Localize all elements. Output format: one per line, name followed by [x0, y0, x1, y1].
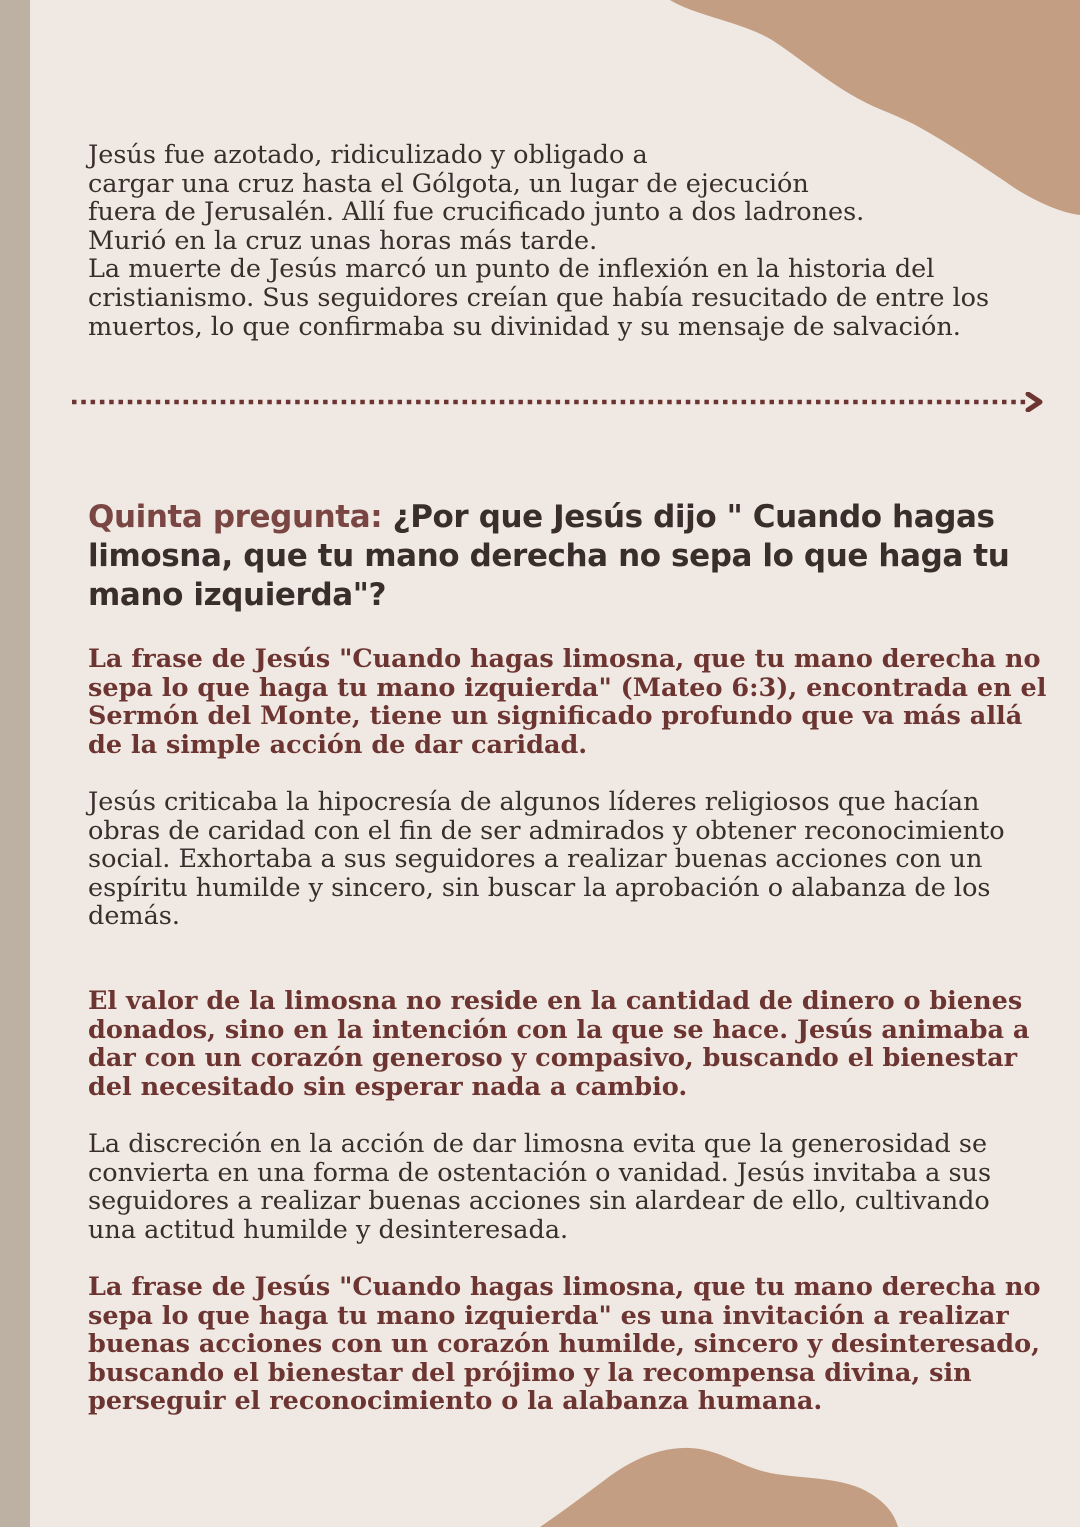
question-text: ¿Por que Jesús dijo " Cuando hagas limosna, que tu mano derecha no sepa lo que haga tu mano izquierda"? — [88, 498, 1010, 613]
paragraph-meaning: La frase de Jesús "Cuando hagas limosna, que tu mano derecha no sepa lo que haga tu mano izquierda" (Mateo 6:3), encontrada en el Sermón del Monte, tiene un significado profundo que va más allá de la simple acción de dar caridad. — [88, 644, 1047, 760]
question-label: Quinta pregunta: — [88, 498, 383, 535]
paragraph-value: El valor de la limosna no reside en la cantidad de dinero o bienes donados, sino en la intención con la que se hace. Jesús animaba a dar con un corazón generoso y compasivo, buscando el bienestar del necesitado sin esperar nada a cambio. — [88, 986, 1030, 1102]
paragraph-hypocrisy: Jesús criticaba la hipocresía de algunos líderes religiosos que hacían obras de caridad con el fin de ser admirados y obtener reconocimiento social. Exhortaba a sus seguidores a realizar buenas acciones con un espíritu humilde y sincero, sin buscar la aprobación o alabanza de los demás. — [88, 787, 1005, 932]
question-heading — [88, 498, 1048, 615]
paragraph-discretion: La discreción en la acción de dar limosna evita que la generosidad se convierta en una forma de ostentación o vanidad. Jesús invitaba a sus seguidores a realizar buenas acciones sin alardear de ello, cultivando una actitud humilde y desinteresada. — [88, 1129, 992, 1245]
dotted-arrow-divider — [70, 392, 1070, 412]
intro-paragraph: Jesús fue azotado, ridiculizado y obligado a cargar una cruz hasta el Gólgota, un lugar de ejecución fuera de Jerusalén. Allí fue crucificado junto a dos ladrones. Murió en la cruz unas horas más tarde. La muerte de Jesús marcó un punto de inflexión en la historia del cristianismo. Sus seguidores creían que había resucitado de entre los muertos, lo que confirmaba su divinidad y su mensaje de salvación. — [88, 140, 990, 342]
decorative-blob-bottom — [540, 1442, 900, 1527]
left-margin-bar — [0, 0, 30, 1527]
chevron-right-icon — [1028, 394, 1040, 410]
paragraph-conclusion: La frase de Jesús "Cuando hagas limosna, que tu mano derecha no sepa lo que haga tu mano izquierda" es una invitación a realizar buenas acciones con un corazón humilde, sincero y desinteresado, buscando el bienestar del prójimo y la recompensa divina, sin perseguir el reconocimiento o la alabanza humana. — [88, 1272, 1041, 1417]
